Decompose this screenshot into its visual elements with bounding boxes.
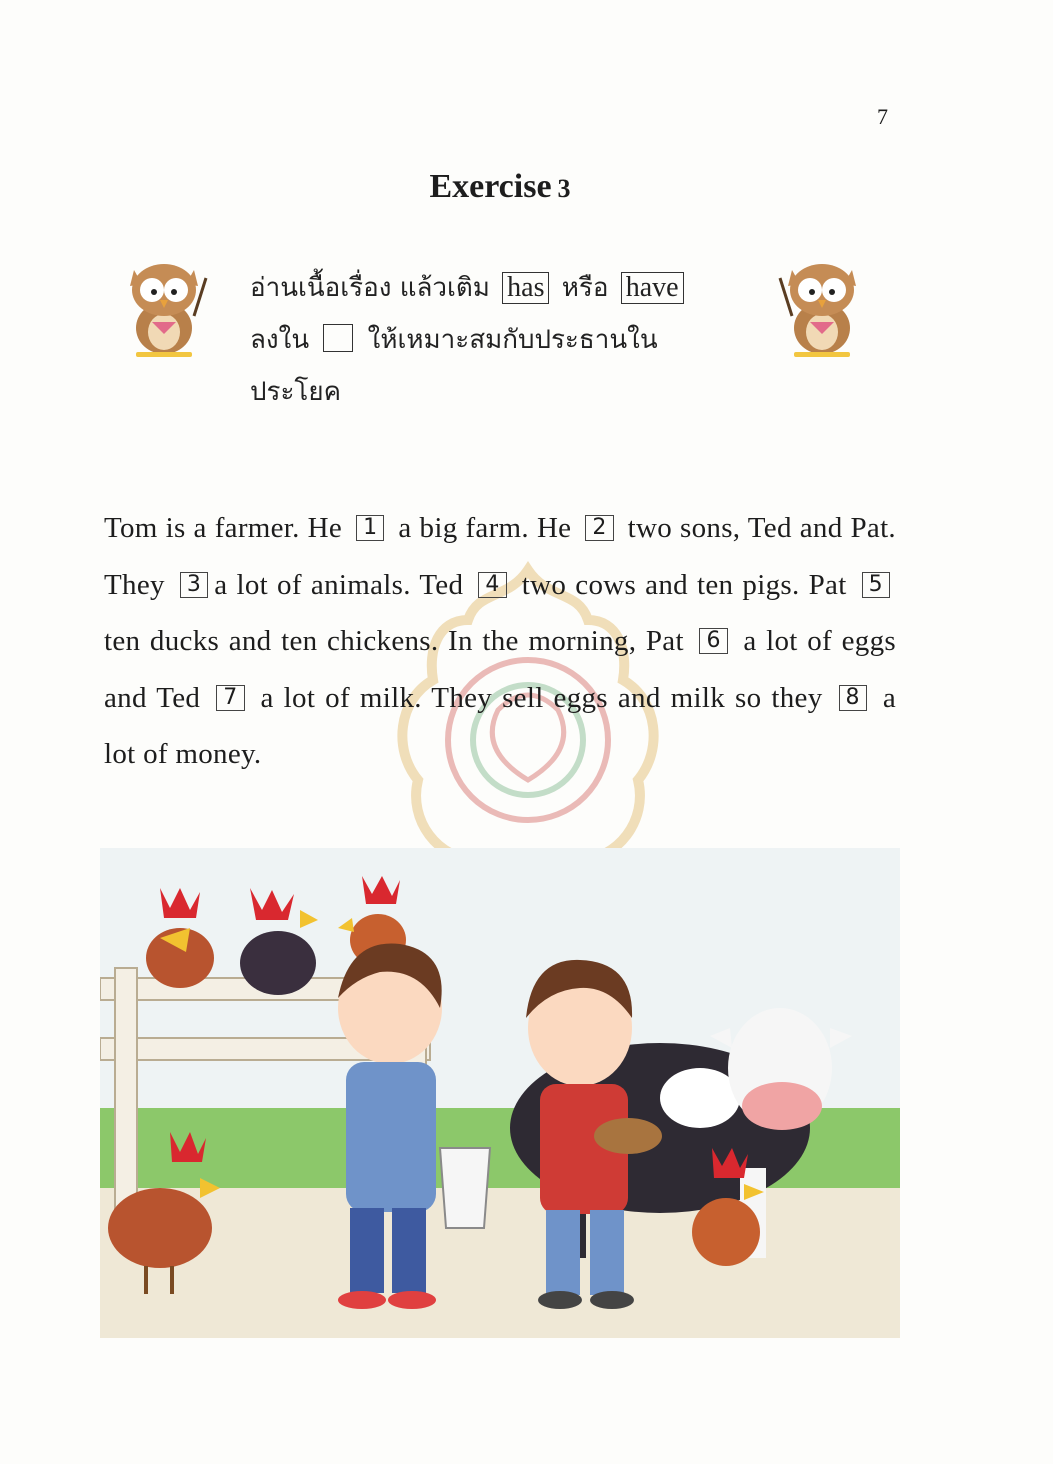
passage-text: a lot of animals. Ted (214, 568, 464, 601)
page-title (0, 168, 1000, 206)
instruction-or: หรือ (561, 273, 609, 303)
passage-text: ten ducks and ten chickens. In the morning, Pat (104, 625, 684, 657)
exercise-number: 3 (557, 174, 571, 203)
passage-text: a lot of eggs and Ted (104, 625, 896, 714)
empty-box-icon (323, 324, 353, 352)
answer-blank-5[interactable]: 5 (862, 572, 890, 598)
passage-text: two cows and ten pigs. Pat (521, 568, 847, 601)
instruction-part2: ลงใน (250, 325, 310, 355)
passage-text: two sons, Ted and Pat. They (104, 512, 896, 601)
answer-blank-7[interactable]: 7 (216, 685, 244, 711)
answer-blank-1[interactable]: 1 (356, 515, 384, 541)
instruction-part4: ประโยค (250, 377, 342, 407)
answer-blank-3[interactable]: 3 (180, 572, 208, 598)
answer-blank-6[interactable]: 6 (699, 628, 727, 654)
passage-text: Tom is a farmer. He (104, 512, 343, 544)
page-number: 7 (877, 104, 888, 129)
passage-text: a lot of milk. They sell eggs and milk so they (260, 681, 823, 714)
passage-text: a big farm. He (398, 512, 572, 544)
exercise-passage (104, 500, 896, 783)
owl-icon (776, 256, 868, 360)
instruction-text (250, 262, 730, 418)
owl-icon (118, 256, 210, 360)
answer-blank-8[interactable]: 8 (839, 685, 867, 711)
passage-text: a lot of money. (104, 681, 896, 770)
word-box-has: has (502, 272, 549, 304)
word-box-have: have (621, 272, 684, 304)
instruction-part1: อ่านเนื้อเรื่อง แล้วเติม (250, 273, 490, 303)
answer-blank-2[interactable]: 2 (585, 515, 613, 541)
farm-illustration (100, 848, 900, 1338)
title-text: Exercise (429, 168, 552, 205)
instruction-part3: ให้เหมาะสมกับประธานใน (367, 325, 658, 355)
answer-blank-4[interactable]: 4 (478, 572, 506, 598)
